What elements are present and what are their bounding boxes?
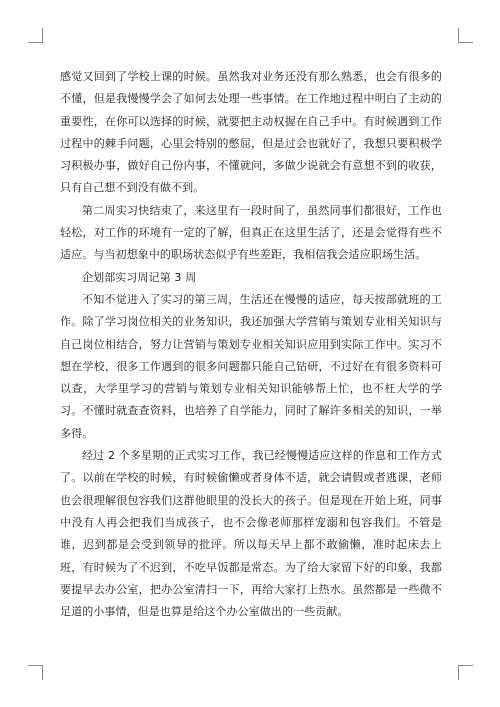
paragraph-1: 感觉又回到了学校上课的时候。虽然我对业务还没有那么熟悉，也会有很多的不懂，但是我慢慢学会了如何去处理一些事情。在工作地过程中明白了主动的重要性，在你可以选择的时候，就要把主动权握在自己手中。有时候遇到工作过程中的棘手问题，心里会特别的憋屈，但是过会也就好了，我想只要积极学习积极办事，做好自己份内事，不懂就问，多做少说就会有意想不到的收获，只有自己想不到没有做不到。: [60, 70, 442, 195]
paragraph-2: 第二周实习快结束了，来这里有一段时间了，虽然同事们都很好，工作也轻松，对工作的环境有一定的了解，但真正在这里生活了，还是会觉得有些不适应。与当初想象中的职场状态似乎有些差距，我相信我会适应职场生活。: [60, 203, 442, 262]
document-body: [60, 66, 442, 623]
section-heading: 企划部实习周记第 3 周: [82, 270, 197, 284]
crop-mark-top-left: [28, 28, 43, 43]
crop-mark-bottom-right: [458, 665, 473, 680]
crop-mark-bottom-left: [28, 665, 43, 680]
paragraph-3: 不知不觉进入了实习的第三周，生活还在慢慢的适应，每天按部就班的工作。除了学习岗位相关的业务知识，我还加强大学营销与策划专业相关知识与自己岗位相结合，努力让营销与策划专业相关知识应用到实际工作中。实习不想在学校，很多工作遇到的很多问题都只能自己钻研，不过好在有很多资料可以查，大学里学习的营销与策划专业相关知识能够帮上忙，也不枉大学的学习。不懂时就查查资料，也培养了自学能力，同时了解许多相关的知识，一举多得。: [60, 292, 442, 440]
paragraph-4: 经过 2 个多星期的正式实习工作，我已经慢慢适应这样的作息和工作方式了。以前在学校的时候，有时候偷懒或者身体不适，就会请假或者逃课，老师也会很理解很包容我们这群他眼里的没长大的孩子。但是现在开始上班，同事中没有人再会把我们当成孩子，也不会像老师那样宠溺和包容我们。不管是谁，迟到都是会受到领导的批评。所以每天早上都不敢偷懒，准时起床去上班，有时候为了不迟到，不吃早饭都是常态。为了给大家留下好的印象，我都要提早去办公室，把办公室清扫一下，再给大家打上热水。虽然都是一些微不足道的小事情，但是也算是给这个办公室做出的一些贡献。: [60, 449, 442, 619]
crop-mark-top-right: [458, 28, 473, 43]
